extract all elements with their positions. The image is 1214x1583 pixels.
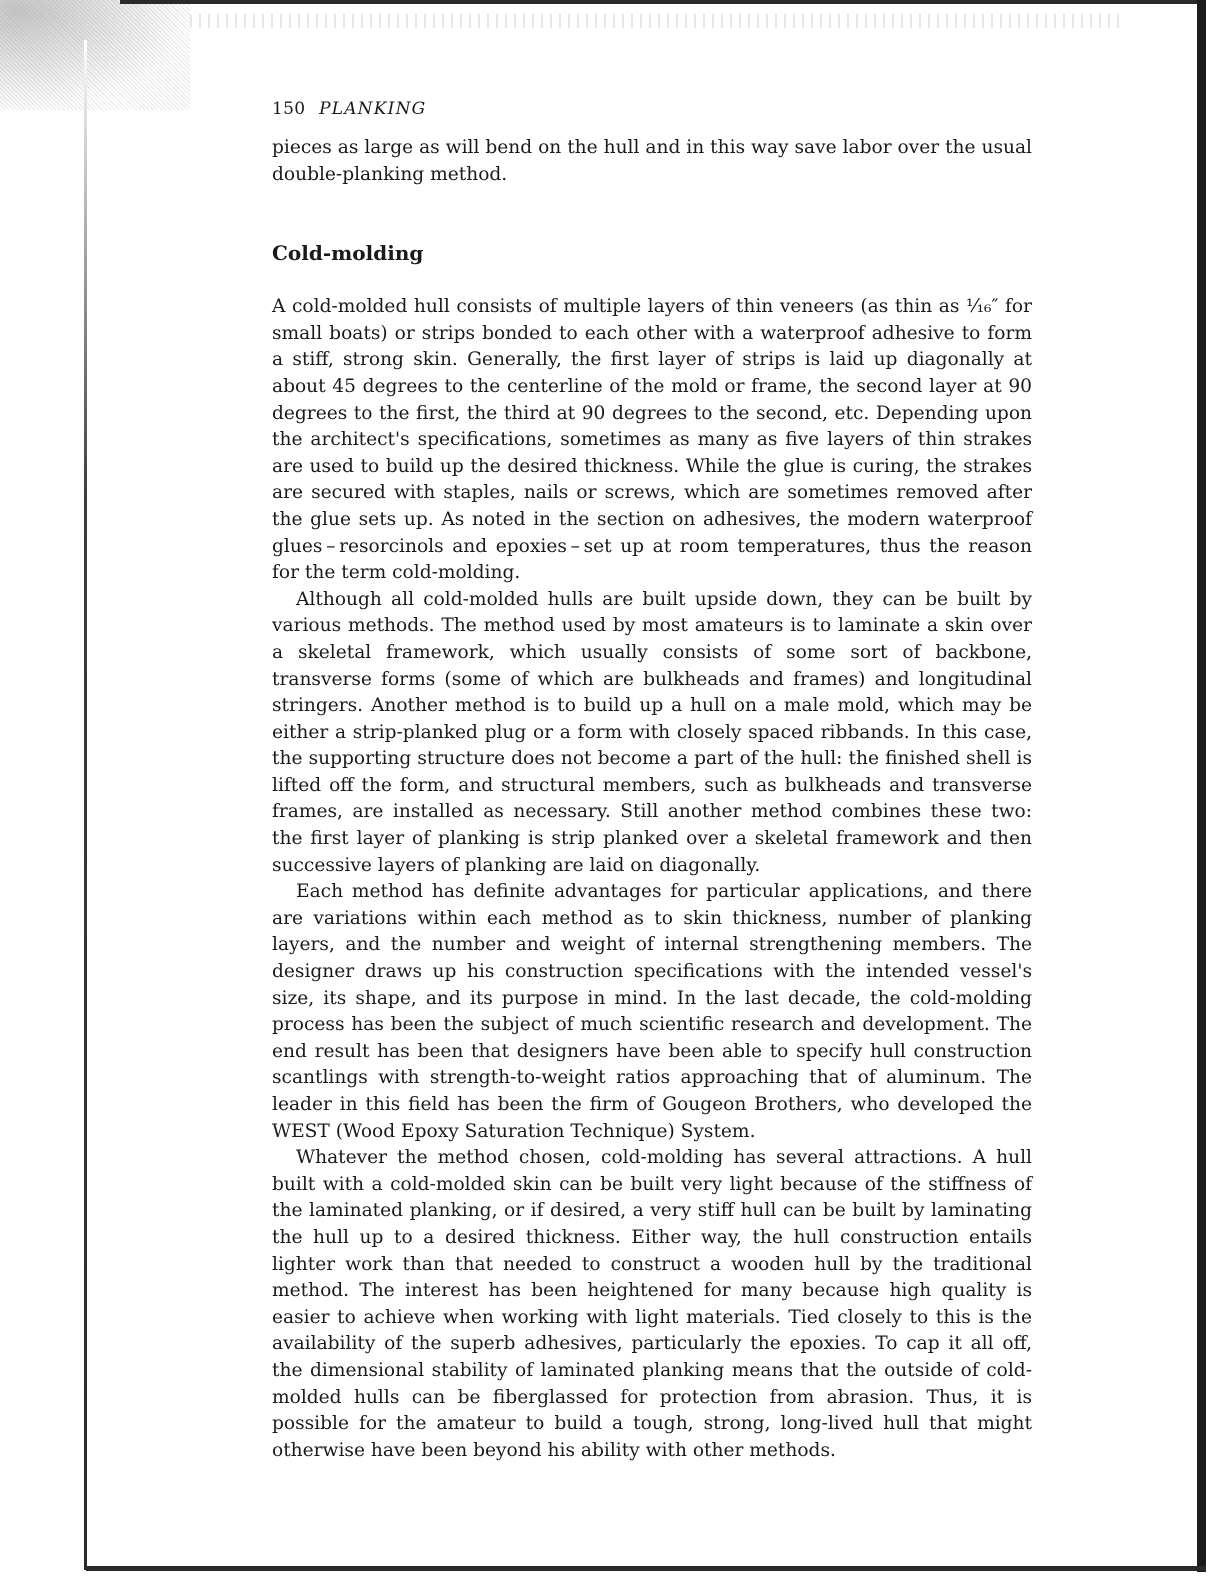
body-paragraph: Although all cold-molded hulls are built upside down, they can be built by various methods. The method used by most amateurs is to laminate a skin over a skeletal framework, which usually consists of some sort of backbone, transverse forms (some of which are bulkheads and frames) and longitudinal stringers. Another method is to build up a hull on a male mold, which may be either a strip-planked plug or a form with closely spaced ribbands. In this case, the supporting structure does not become a part of the hull: the finished shell is lifted off the form, and structural members, such as bulkheads and transverse frames, are installed as necessary. Still another method combines these two: the first layer of planking is strip planked over a skeletal framework and then successive layers of planking are laid on diagonally. [272,588,1032,876]
page-number: 150 [272,99,306,119]
section-heading: Cold-molding [272,241,424,266]
body-paragraph: Whatever the method chosen, cold-molding has several attractions. A hull built with a cold-molded skin can be built very light because of the stiffness of the laminated planking, or if desired, a very stiff hull can be built by laminating the hull up to a desired thickness. Either way, the hull construction entails lighter work than that needed to construct a wooden hull by the traditional method. The interest has been heightened for many because high quality is easier to achieve when working with light materials. Tied closely to this is the availability of the superb adhesives, particularly the epoxies. To cap it all off, the dimensional stability of laminated planking means that the outside of cold-molded hulls can be fiberglassed for protection from abrasion. Thus, it is possible for the amateur to build a tough, strong, long-lived hull that might otherwise have been beyond his ability with other methods. [272,1147,1032,1461]
page-border-top [120,0,1206,4]
page-border-bottom [86,1566,1206,1571]
page-border-right [1197,0,1206,1572]
running-title: PLANKING [319,99,427,119]
running-header [272,98,1032,120]
book-page [272,98,1032,1464]
scan-artifact [190,14,1120,28]
scan-artifact [0,0,190,110]
body-paragraph: Each method has definite advantages for particular applications, and there are variations within each method as to skin thickness, number of planking layers, and the number and weight of internal strengthening members. The designer draws up his construction specifications with the intended vessel's size, its shape, and its purpose in mind. In the last decade, the cold-molding process has been the subject of much scientific research and development. The end result has been that designers have been able to specify hull construction scantlings with strength-to-weight ratios approaching that of aluminum. The leader in this field has been the firm of Gougeon Brothers, who developed the WEST (Wood Epoxy Saturation Technique) System. [272,881,1032,1142]
intro-paragraph: pieces as large as will bend on the hull and in this way save labor over the usual double-planking method. [272,137,1032,185]
body-paragraph: A cold-molded hull consists of multiple layers of thin veneers (as thin as ¹⁄₁₆″ for small boats) or strips bonded to each other with a waterproof adhesive to form a stiff, strong skin. Generally, the first layer of strips is laid up diagonally at about 45 degrees to the centerline of the mold or frame, the second layer at 90 degrees to the first, the third at 90 degrees to the second, etc. Depending upon the architect's specifications, sometimes as many as five layers of thin strakes are used to build up the desired thickness. While the glue is curing, the strakes are secured with staples, nails or screws, which are sometimes removed after the glue sets up. As noted in the section on adhesives, the modern waterproof glues – resorcinols and epoxies – set up at room temperatures, thus the reason for the term cold-molding. [272,296,1032,584]
page-border-left [84,40,87,1570]
